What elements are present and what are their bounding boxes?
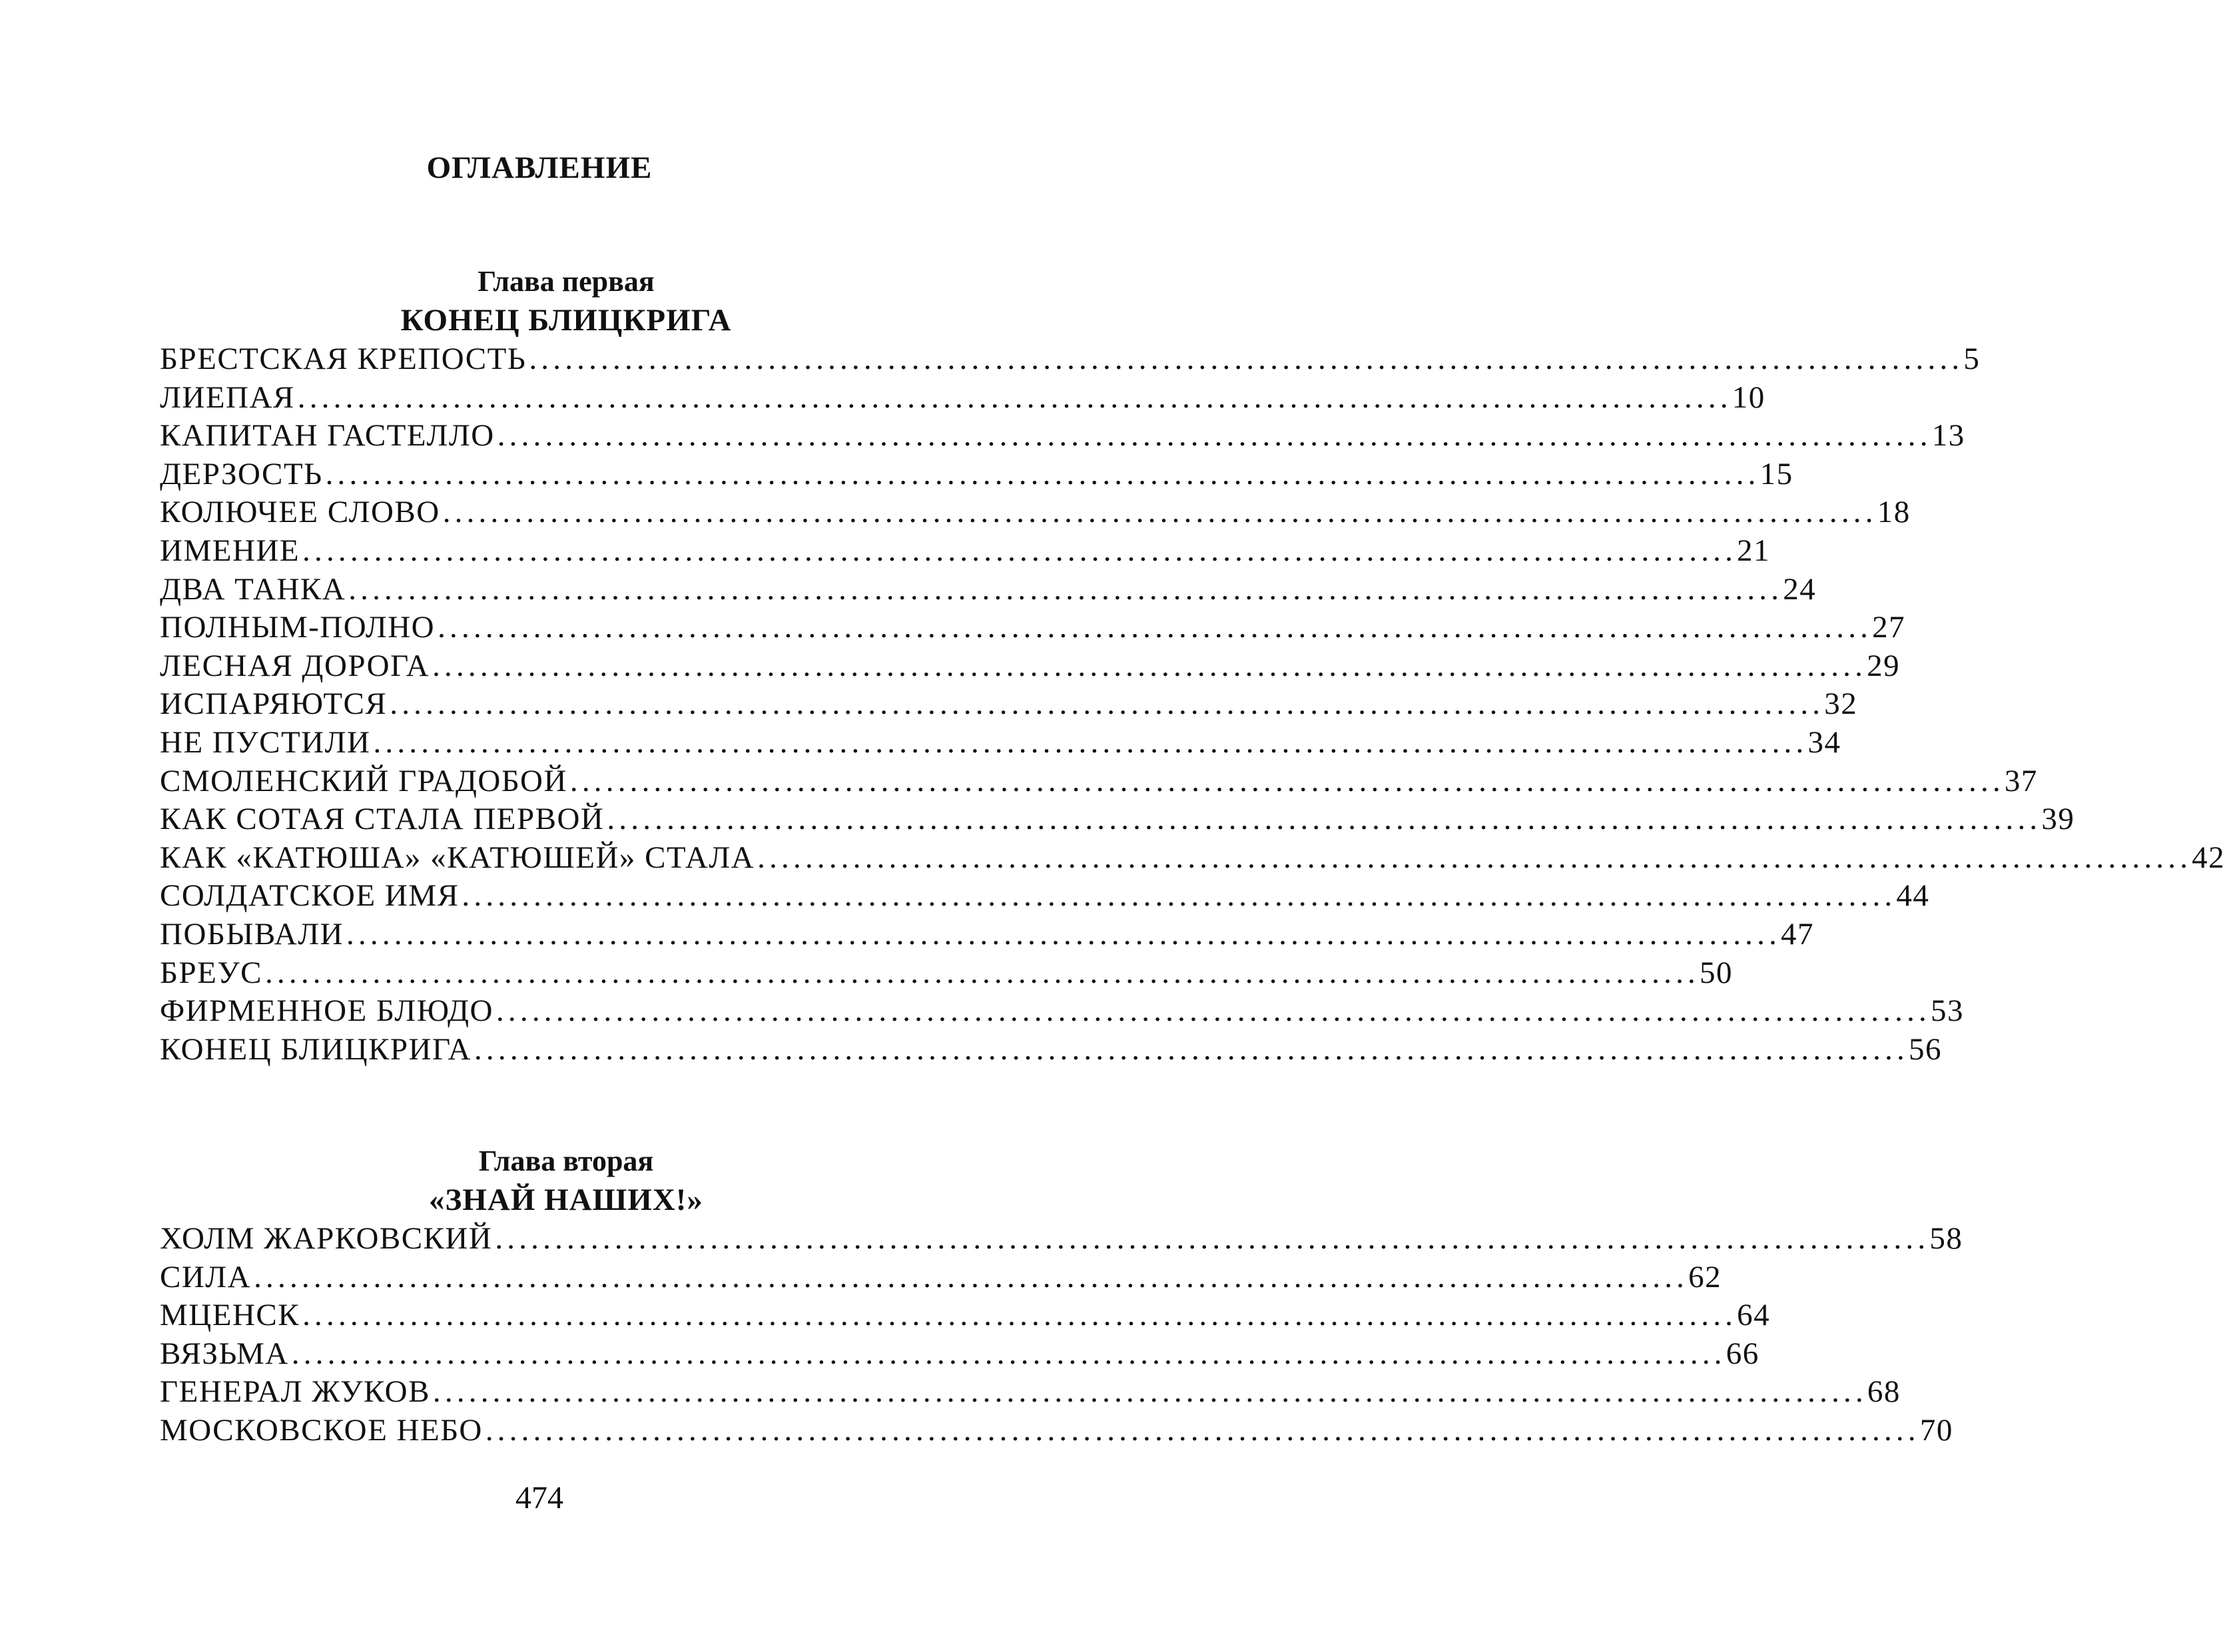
- toc-entry-page: 68: [1867, 1374, 1901, 1410]
- toc-entry-title: МОСКОВСКОЕ НЕБО: [160, 1412, 483, 1448]
- chapter-1-entries: [160, 340, 2225, 1069]
- toc-entry: [160, 609, 1906, 647]
- dot-leader: ........................................................................................................................: [529, 342, 1964, 376]
- toc-entry-title: ПОБЫВАЛИ: [160, 916, 344, 952]
- toc-entry-title: КОЛЮЧЕЕ СЛОВО: [160, 495, 440, 530]
- toc-entry-title: ИСПАРЯЮТСЯ: [160, 687, 388, 722]
- toc-entry-page: 62: [1688, 1259, 1722, 1294]
- toc-entry-page: 66: [1726, 1336, 1759, 1371]
- toc-entry: [160, 724, 1841, 762]
- toc-entry-page: 32: [1824, 687, 1858, 722]
- toc-entry: [160, 1412, 1953, 1450]
- toc-entry-page: 10: [1732, 380, 1765, 415]
- toc-entry-title: ХОЛМ ЖАРКОВСКИЙ: [160, 1221, 493, 1256]
- chapter-1-title: КОНЕЦ БЛИЦКРИГА: [400, 303, 732, 338]
- toc-entry-page: 64: [1737, 1298, 1771, 1333]
- toc-entry-title: КАПИТАН ГАСТЕЛЛО: [160, 418, 495, 453]
- toc-entry-title: ЛЕСНАЯ ДОРОГА: [160, 648, 430, 683]
- toc-entry-title: СИЛА: [160, 1259, 252, 1294]
- toc-entry: [160, 839, 2225, 878]
- toc-entry-page: 44: [1896, 878, 1930, 914]
- dot-leader: ........................................................................................................................: [495, 1221, 1930, 1256]
- toc-entry: [160, 1335, 1759, 1374]
- toc-entry: [160, 417, 1965, 455]
- dot-leader: ........................................................................................................................: [438, 610, 1873, 645]
- toc-title: ОГЛАВЛЕНИЕ: [426, 150, 653, 185]
- toc-entry-page: 18: [1877, 495, 1911, 530]
- chapter-2-title: «ЗНАЙ НАШИХ!»: [429, 1183, 703, 1217]
- toc-entry: [160, 800, 2075, 839]
- dot-leader: ........................................................................................................................: [497, 418, 1932, 453]
- toc-entry-page: 37: [2004, 763, 2038, 798]
- dot-leader: ........................................................................................................................: [485, 1412, 1920, 1448]
- toc-entry-page: 56: [1908, 1031, 1942, 1067]
- toc-entry-page: 70: [1919, 1412, 1953, 1448]
- toc-entry: [160, 685, 1858, 724]
- toc-entry-page: 53: [1930, 993, 1964, 1029]
- toc-entry: [160, 1220, 1963, 1258]
- toc-entry: [160, 493, 1911, 532]
- toc-entry-title: ДВА ТАНКА: [160, 571, 346, 607]
- toc-entry-page: 5: [1963, 342, 1981, 376]
- toc-entry-page: 42: [2192, 840, 2225, 875]
- toc-entry-title: ФИРМЕННОЕ БЛЮДО: [160, 993, 493, 1029]
- toc-entry: [160, 532, 1771, 571]
- chapter-2-entries: [160, 1220, 1963, 1450]
- dot-leader: ........................................................................................................................: [607, 802, 2042, 837]
- toc-entry-title: КОНЕЦ БЛИЦКРИГА: [160, 1031, 472, 1067]
- toc-entry-title: БРЕСТСКАЯ КРЕПОСТЬ: [160, 342, 527, 376]
- dot-leader: ........................................................................................................................: [390, 687, 1825, 722]
- toc-entry-page: 34: [1807, 724, 1841, 760]
- page-number: 474: [515, 1480, 563, 1515]
- toc-entry-page: 13: [1931, 418, 1965, 453]
- toc-entry: [160, 455, 1793, 494]
- toc-entry-title: ИМЕНИЕ: [160, 533, 300, 568]
- toc-entry: [160, 1031, 1942, 1069]
- dot-leader: ........................................................................................................................: [474, 1031, 1909, 1067]
- dot-leader: ........................................................................................................................: [291, 1336, 1726, 1371]
- toc-entry-title: КАК СОТАЯ СТАЛА ПЕРВОЙ: [160, 802, 605, 837]
- toc-entry-page: 47: [1781, 916, 1815, 952]
- dot-leader: ........................................................................................................................: [297, 380, 1732, 415]
- toc-entry-title: СМОЛЕНСКИЙ ГРАДОБОЙ: [160, 763, 567, 798]
- toc-entry-title: ВЯЗЬМА: [160, 1336, 289, 1371]
- toc-entry-title: БРЕУС: [160, 955, 262, 990]
- dot-leader: ........................................................................................................................: [302, 533, 1738, 568]
- toc-entry: [160, 992, 1964, 1031]
- toc-entry-title: ПОЛНЫМ-ПОЛНО: [160, 610, 436, 645]
- dot-leader: ........................................................................................................................: [373, 724, 1808, 760]
- toc-entry-page: 21: [1737, 533, 1771, 568]
- dot-leader: ........................................................................................................................: [757, 840, 2192, 875]
- toc-entry: [160, 379, 1765, 417]
- dot-leader: ........................................................................................................................: [325, 456, 1760, 491]
- dot-leader: ........................................................................................................................: [254, 1259, 1689, 1294]
- dot-leader: ........................................................................................................................: [348, 571, 1783, 607]
- toc-entry-page: 50: [1699, 955, 1733, 990]
- dot-leader: ........................................................................................................................: [569, 763, 2005, 798]
- chapter-2-label: Глава вторая: [478, 1145, 654, 1177]
- toc-entry: [160, 340, 1981, 379]
- toc-entry-page: 27: [1872, 610, 1906, 645]
- toc-entry: [160, 1373, 1901, 1412]
- chapter-1-section: [160, 263, 2225, 1069]
- toc-entry: [160, 571, 1817, 609]
- dot-leader: ........................................................................................................................: [264, 955, 1700, 990]
- toc-entry-title: ЛИЕПАЯ: [160, 380, 295, 415]
- toc-entry-title: ГЕНЕРАЛ ЖУКОВ: [160, 1374, 430, 1410]
- dot-leader: ........................................................................................................................: [302, 1298, 1738, 1333]
- toc-entry-page: 24: [1783, 571, 1817, 607]
- toc-entry: [160, 1258, 1722, 1297]
- chapter-1-label: Глава первая: [477, 265, 655, 298]
- toc-entry-page: 58: [1929, 1221, 1963, 1256]
- toc-entry: [160, 916, 1815, 954]
- dot-leader: ........................................................................................................................: [432, 1374, 1867, 1410]
- dot-leader: ........................................................................................................................: [442, 495, 1877, 530]
- toc-entry-page: 15: [1759, 456, 1793, 491]
- chapter-2-section: [160, 1143, 1963, 1450]
- toc-entry: [160, 1296, 1771, 1335]
- toc-entry: [160, 762, 2038, 801]
- dot-leader: ........................................................................................................................: [462, 878, 1897, 914]
- dot-leader: ........................................................................................................................: [346, 916, 1781, 952]
- toc-entry: [160, 954, 1733, 993]
- dot-leader: ........................................................................................................................: [495, 993, 1931, 1029]
- toc-entry-title: МЦЕНСК: [160, 1298, 300, 1333]
- toc-entry-title: СОЛДАТСКОЕ ИМЯ: [160, 878, 460, 914]
- toc-entry-page: 29: [1867, 648, 1901, 683]
- dot-leader: ........................................................................................................................: [432, 648, 1867, 683]
- toc-entry-title: НЕ ПУСТИЛИ: [160, 724, 371, 760]
- toc-entry: [160, 647, 1901, 686]
- toc-entry: [160, 877, 1930, 916]
- toc-entry-title: ДЕРЗОСТЬ: [160, 456, 323, 491]
- toc-entry-title: КАК «КАТЮША» «КАТЮШЕЙ» СТАЛА: [160, 840, 755, 875]
- toc-entry-page: 39: [2041, 802, 2075, 837]
